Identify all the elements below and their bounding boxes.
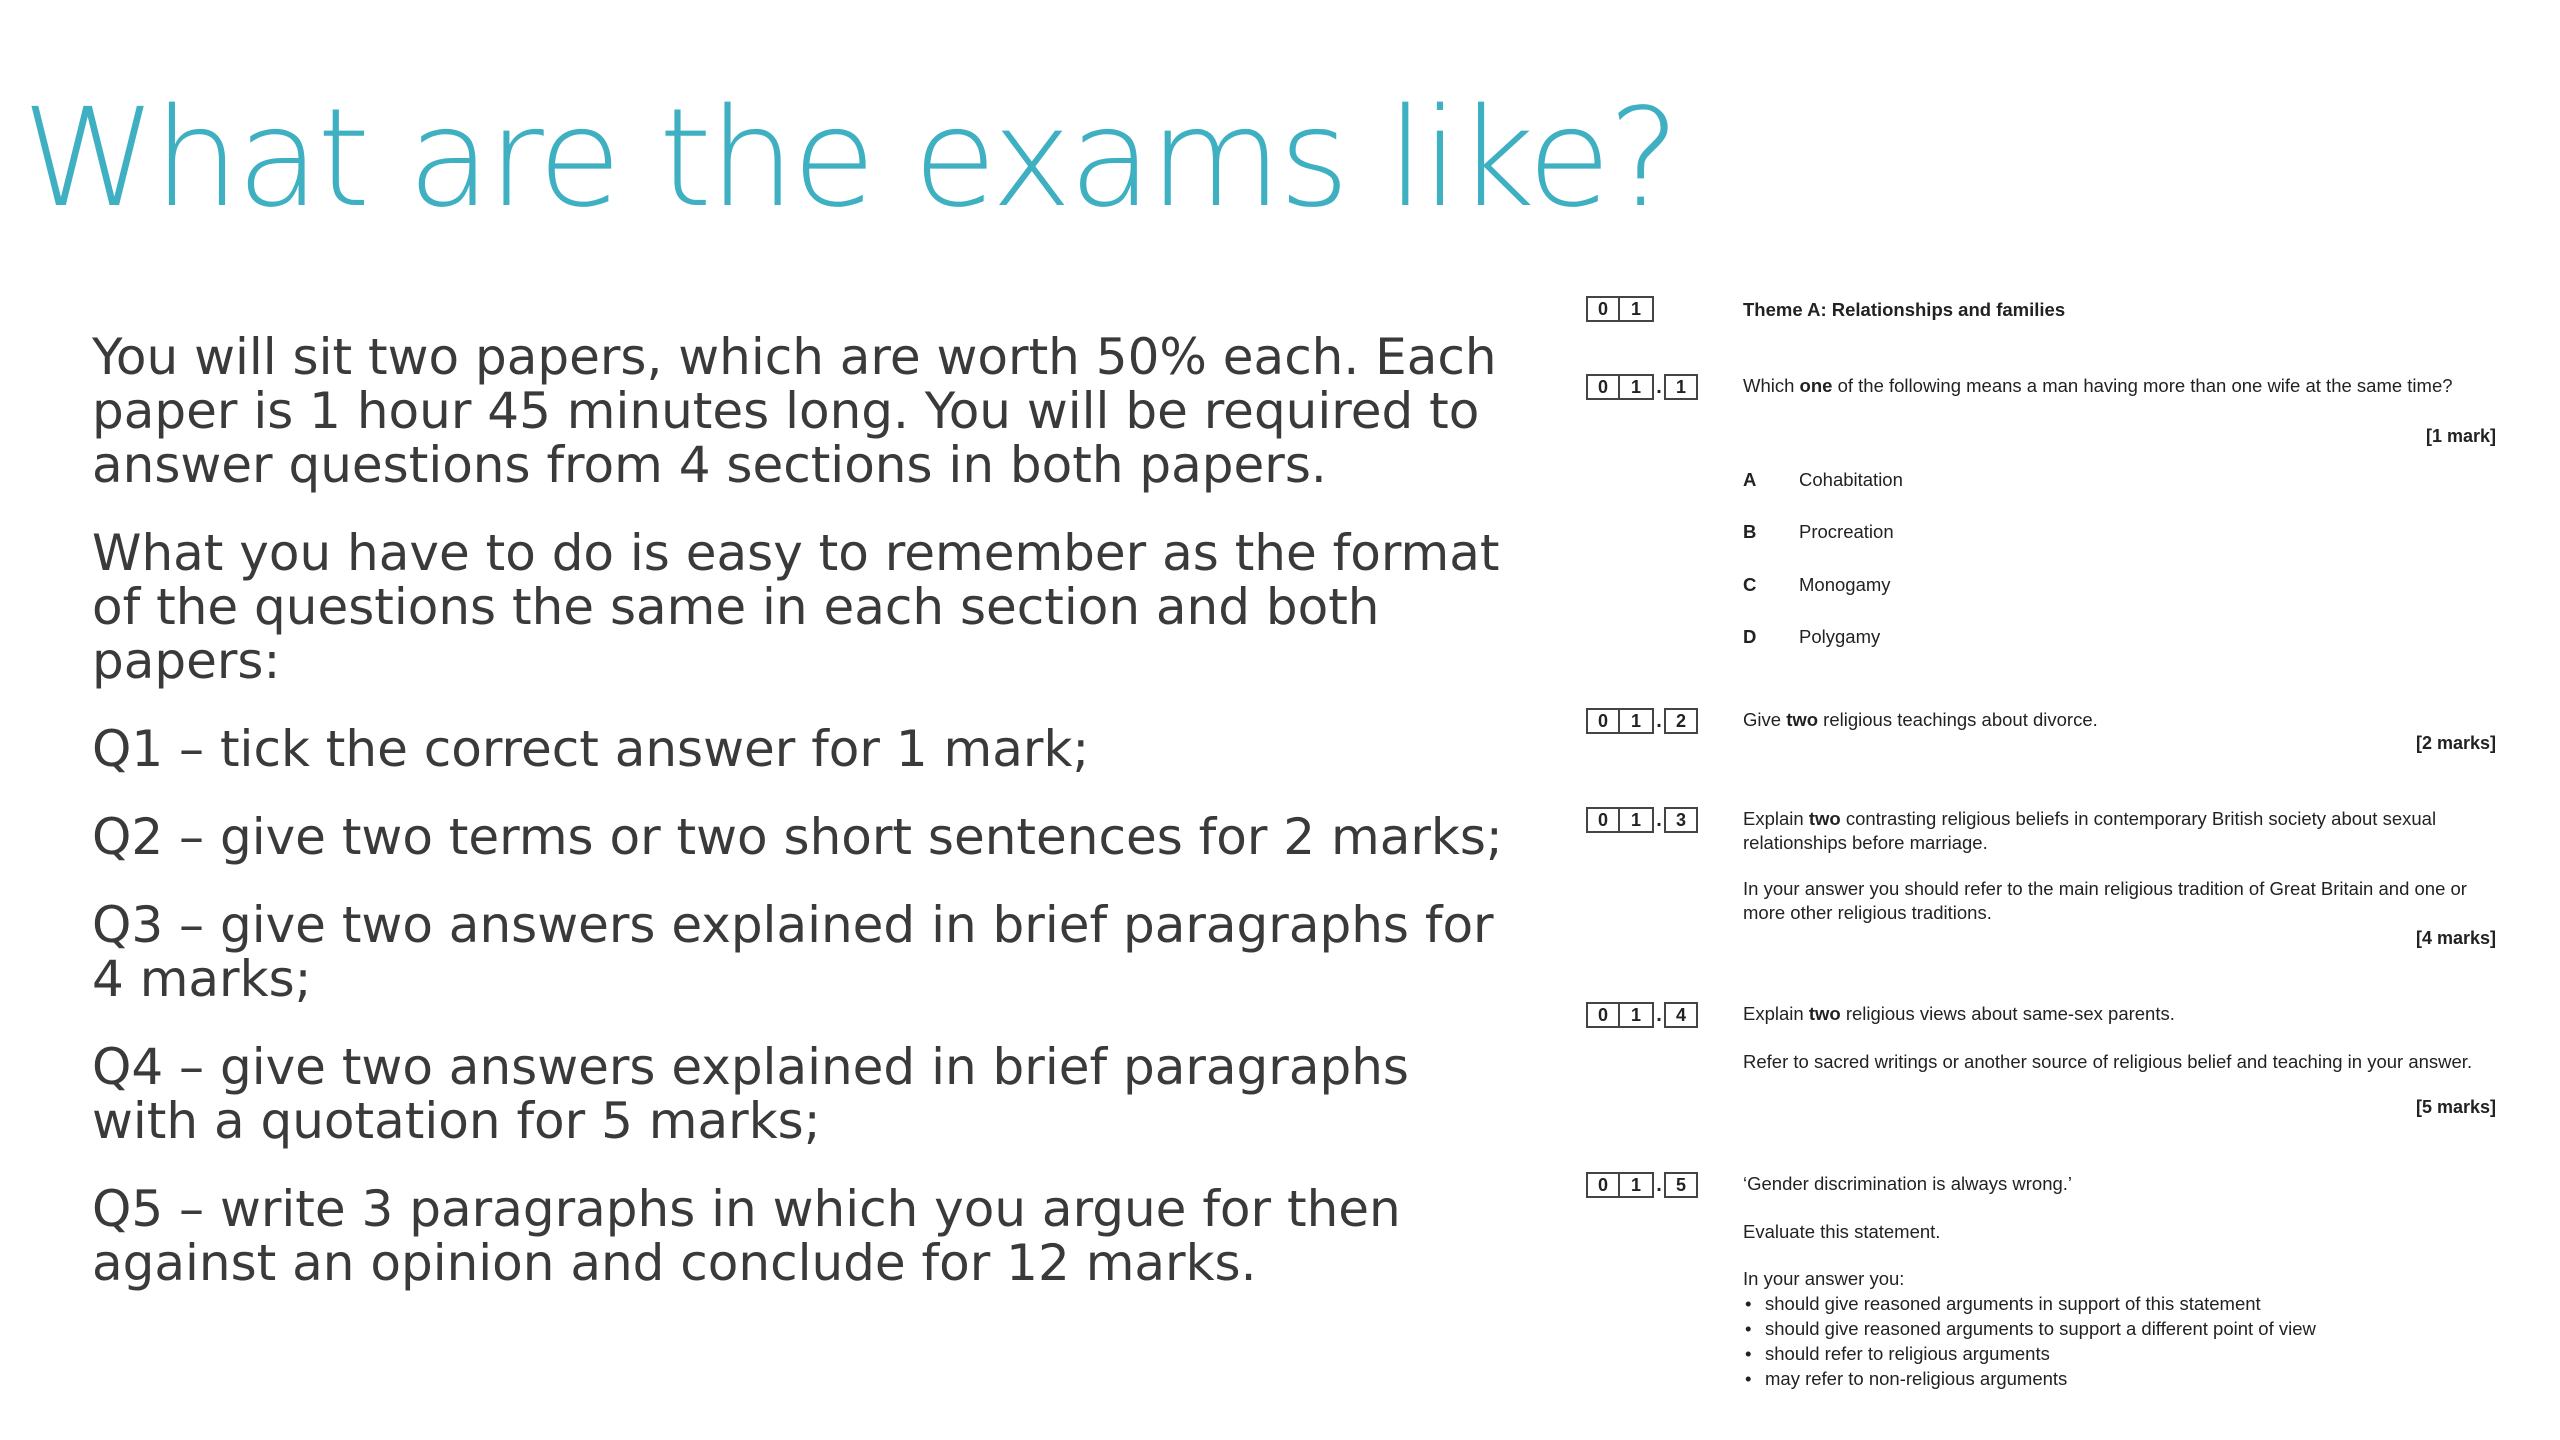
question-bullets (1743, 1291, 2483, 1391)
digit-box: 1 (1620, 296, 1654, 322)
dot-separator: . (1656, 1004, 1662, 1026)
text-part: religious views about same-sex parents. (1840, 1003, 2175, 1024)
dot-separator: . (1656, 710, 1662, 732)
digit-box: 2 (1664, 708, 1698, 734)
paragraph-q2: Q2 – give two terms or two short sentences for 2 marks; (92, 808, 1503, 866)
slide-title: What are the exams like? (22, 80, 1678, 238)
text-part: religious teachings about divorce. (1818, 709, 2098, 730)
question-text (1743, 807, 2483, 855)
digit-box: 5 (1664, 1172, 1698, 1198)
digit-box: 0 (1586, 1172, 1620, 1198)
question-quote: ‘Gender discrimination is always wrong.’ (1743, 1173, 2073, 1194)
option-text: Procreation (1799, 521, 1894, 542)
option-letter: C (1743, 574, 1757, 595)
option-c (1743, 574, 1891, 596)
option-a (1743, 469, 1903, 491)
text-emphasis: two (1786, 709, 1819, 730)
text-emphasis: one (1799, 375, 1833, 396)
digit-box: 0 (1586, 807, 1620, 833)
question-number (1586, 708, 1698, 734)
question-number (1586, 1172, 1698, 1198)
digit-box: 3 (1664, 807, 1698, 833)
digit-box: 1 (1620, 807, 1654, 833)
body-text (92, 330, 1512, 1324)
bullet-item: • may refer to non-religious arguments (1743, 1366, 2483, 1391)
text-part: Explain (1743, 1003, 1809, 1024)
digit-box: 0 (1586, 374, 1620, 400)
question-number-theme (1586, 296, 1654, 322)
theme-title: Theme A: Relationships and families (1743, 299, 2066, 320)
question-text (1743, 708, 2483, 732)
question-text (1743, 374, 2483, 398)
bullet-item: • should give reasoned arguments in support of this statement (1743, 1291, 2483, 1316)
bullet-item: • should refer to religious arguments (1743, 1341, 2483, 1366)
option-d (1743, 626, 1880, 648)
marks-label: [4 marks] (2415, 928, 2496, 948)
dot-separator: . (1656, 1174, 1662, 1196)
question-instruction: In your answer you should refer to the main religious tradition of Great Britain and one or more other religious traditions. (1743, 878, 2467, 923)
digit-box: 1 (1620, 1172, 1654, 1198)
paragraph-q3: Q3 – give two answers explained in brief paragraphs for 4 marks; (92, 896, 1494, 1008)
bullet-item: • should give reasoned arguments to support a different point of view (1743, 1316, 2483, 1341)
paragraph-q1: Q1 – tick the correct answer for 1 mark; (92, 720, 1090, 778)
question-intro: In your answer you: (1743, 1268, 1905, 1289)
question-evaluate: Evaluate this statement. (1743, 1221, 1941, 1242)
question-text (1743, 1002, 2483, 1026)
text-part: Which (1743, 375, 1800, 396)
paragraph-intro: You will sit two papers, which are worth 50% each. Each paper is 1 hour 45 minutes long. You will be required to answer questions from 4 sections in both papers. (92, 328, 1497, 494)
digit-box: 4 (1664, 1002, 1698, 1028)
text-part: Give (1743, 709, 1787, 730)
question-number (1586, 374, 1698, 400)
option-text: Cohabitation (1799, 469, 1903, 490)
question-instruction: Refer to sacred writings or another source of religious belief and teaching in your answer. (1743, 1051, 2473, 1072)
marks-label: [1 mark] (2425, 426, 2496, 446)
digit-box: 0 (1586, 1002, 1620, 1028)
paragraph-q5: Q5 – write 3 paragraphs in which you argue for then against an opinion and conclude for 12 marks. (92, 1180, 1401, 1292)
option-letter: D (1743, 626, 1757, 647)
text-emphasis: two (1808, 1003, 1841, 1024)
question-number (1586, 807, 1698, 833)
digit-box: 0 (1586, 708, 1620, 734)
digit-box: 0 (1586, 296, 1620, 322)
digit-box: 1 (1664, 374, 1698, 400)
option-b (1743, 521, 1894, 543)
option-letter: B (1743, 521, 1757, 542)
question-number (1586, 1002, 1698, 1028)
option-text: Polygamy (1799, 626, 1881, 647)
text-part: contrasting religious beliefs in contemporary British society about sexual relationships before marriage. (1743, 808, 2437, 853)
option-letter: A (1743, 469, 1757, 490)
paragraph-q4: Q4 – give two answers explained in brief paragraphs with a quotation for 5 marks; (92, 1038, 1409, 1150)
text-part: Explain (1743, 808, 1809, 829)
text-emphasis: two (1808, 808, 1841, 829)
marks-label: [5 marks] (2415, 1097, 2496, 1117)
dot-separator: . (1656, 809, 1662, 831)
digit-box: 1 (1620, 374, 1654, 400)
option-text: Monogamy (1799, 574, 1891, 595)
digit-box: 1 (1620, 1002, 1654, 1028)
marks-label: [2 marks] (2415, 733, 2496, 753)
text-part: of the following means a man having more than one wife at the same time? (1832, 375, 2453, 396)
dot-separator: . (1656, 376, 1662, 398)
paragraph-format: What you have to do is easy to remember as the format of the questions the same in each section and both papers: (92, 524, 1500, 690)
digit-box: 1 (1620, 708, 1654, 734)
